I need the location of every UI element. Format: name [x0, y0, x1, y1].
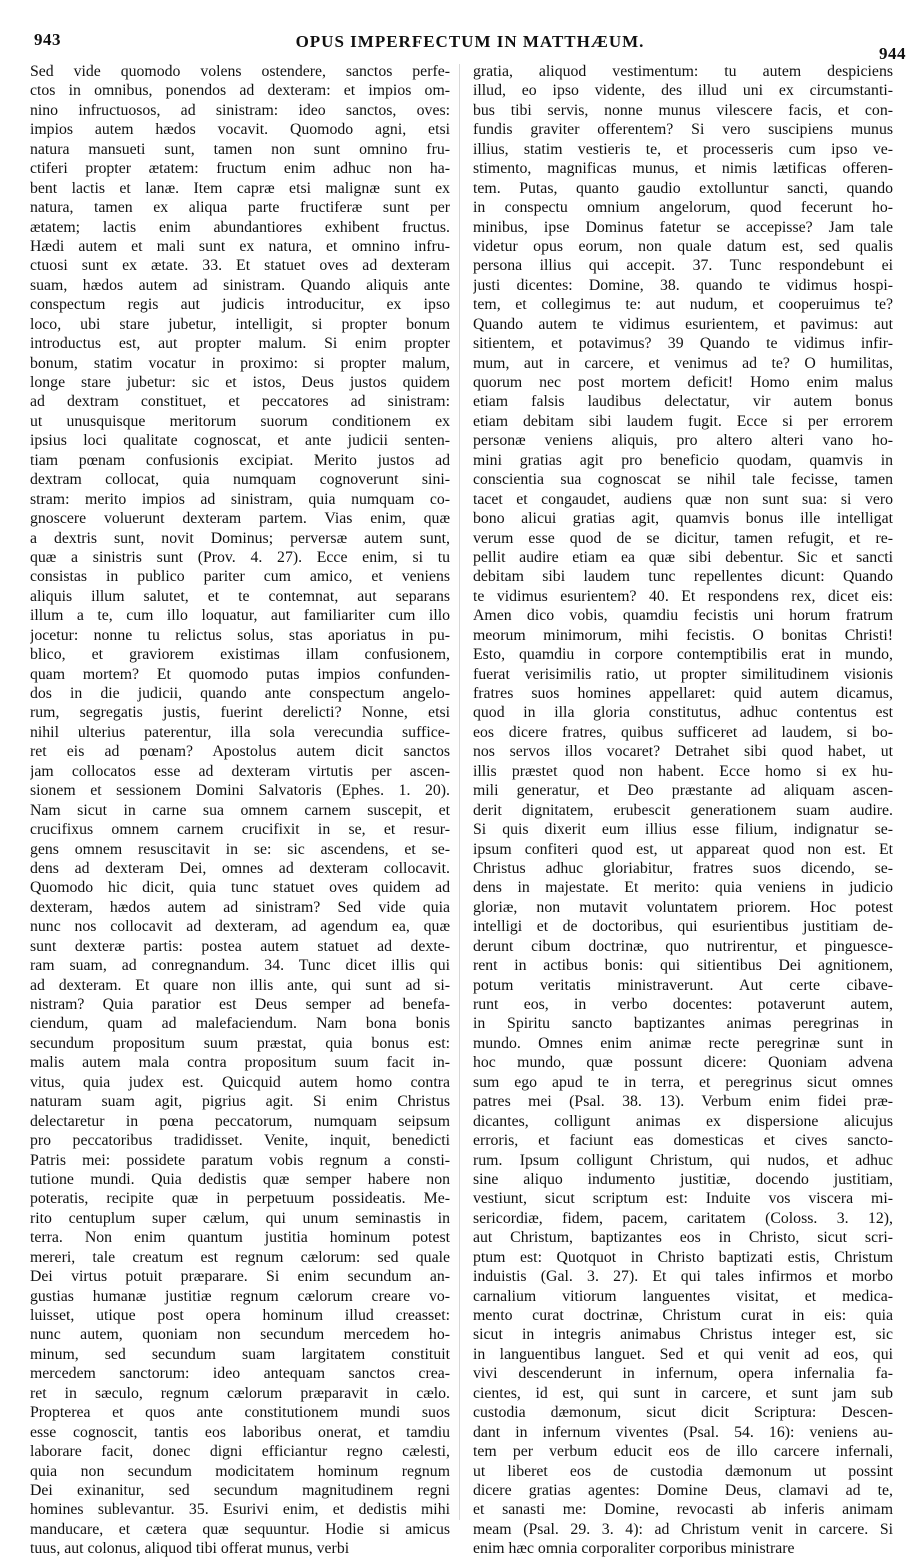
text-line: te vidimus esurientem? 40. Et respondens rex, dicet eis:	[473, 587, 893, 605]
text-line: illum a te, cum illo loquatur, aut familiariter cum illo	[30, 607, 450, 625]
text-line: laborare facit, donec digni efficiantur regno cælesti,	[30, 1443, 450, 1461]
text-line: suam, hædos autem ad sinistram. Quando aliquis ante	[30, 276, 450, 294]
text-line: fratres suos homines appellaret: quid autem dicamus,	[473, 685, 893, 702]
text-line: nos servos illos vocaret? Detrahet sibi quod habet, ut	[473, 743, 893, 761]
text-line: ptum est: Quotquot in Christo baptizati estis, Christum	[473, 1248, 893, 1266]
text-line: rent in actibus bonis: qui sitientibus Dei agnitionem,	[473, 957, 893, 975]
text-line: conspectum regis aut judicis introducitur, ex ipso	[30, 296, 450, 314]
text-line: a dextris sunt, novit Dominus; perversæ autem sunt,	[30, 529, 450, 547]
text-line: vestiunt, sicut scriptum est: Induite vos viscera mi-	[473, 1190, 893, 1208]
text-line: malis autem mala contra propositum suum facit in-	[30, 1054, 450, 1072]
text-line: ipsius loci qualitate cognoscat, et ante judicii senten-	[30, 432, 450, 450]
text-line: mereri, tale creatum est regnum cælorum: sed quale	[30, 1248, 450, 1266]
text-line: bent lactis et lanæ. Item capræ etsi malignæ sunt ex	[30, 179, 450, 197]
text-line: conscientia sua cognoscat se nihil tale fecisse, tamen	[473, 471, 893, 489]
text-line: etiam falsis laudibus delectatur, vir autem bonus	[473, 393, 893, 411]
text-line: dextram collocat, quia numquam cognoverunt sini-	[30, 471, 450, 489]
text-line: quæ a sinistris sunt (Prov. 4. 27). Ecce enim, si tu	[30, 548, 450, 566]
text-line: illius, statim vestieris te, et processeris cum ipso ve-	[473, 140, 893, 158]
text-line: vivi descenderunt in infernum, opera infernalia fa-	[473, 1365, 893, 1383]
text-line: fuerat verisimilis ratio, ut propter similitudinem visionis	[473, 665, 893, 683]
text-line: Si quis dixerit eum illius esse filium, indignatur se-	[473, 821, 893, 839]
text-line: tuus, aut colonus, aliquod tibi offerat munus, verbi	[30, 1540, 350, 1558]
text-line: mercedem sanctorum: ideo antequam sanctos crea-	[30, 1365, 450, 1383]
running-header	[34, 30, 906, 66]
text-line: mini gratias agit pro beneficio quodam, quamvis in	[473, 451, 893, 469]
text-line: ut unusquisque meritorum suorum conditionem ex	[30, 412, 450, 430]
text-line: Nam sicut in carne sua omnem carnem suscepit, et	[30, 801, 450, 819]
text-line: Christus adhuc gloriabitur, fratres suos dicendo, se-	[473, 859, 893, 877]
text-line: Patris mei: possidete paratum vobis regnum a consti-	[30, 1151, 450, 1169]
text-line: quod in illa gloria constitutus, adhuc contentus est	[473, 704, 893, 722]
text-line: tacet et congaudet, audiens quæ non sunt sua: si vero	[473, 490, 893, 508]
text-line: eos dicere fratres, quibus sufficeret ad laudem, si bo-	[473, 723, 893, 741]
right-text-column	[473, 62, 893, 1559]
text-line: Propterea et quos ante constitutionem mundi suos	[30, 1404, 450, 1422]
text-line: tem, et collegimus te: aut nudum, et cooperuimus te?	[473, 296, 893, 314]
text-line: Dei virtus potuit præparare. Si enim secundum an-	[30, 1268, 450, 1286]
text-line: et sanasti me: Domine, revocasti ab inferis animam	[473, 1501, 893, 1519]
text-line: gnoscere voluerunt dexteram partem. Vias enim, quæ	[30, 510, 450, 528]
text-line: delectaretur in pœna peccatorum, numquam seipsum	[30, 1112, 450, 1130]
text-line: crucifixus omnem carnem crucifixit in se, et resur-	[30, 821, 450, 839]
text-line: impios autem hædos vocavit. Quomodo agni, etsi	[30, 121, 450, 139]
text-line: naturam suam agit, pigrius agit. Si enim Christus	[30, 1093, 450, 1111]
text-line: videtur opus eorum, non quale datum est, sed qualis	[473, 237, 893, 255]
text-line: dant in infernum viventes (Psal. 54. 16): veniens au-	[473, 1423, 893, 1441]
text-line: natura, tamen ex aliqua parte fructiferæ sunt per	[30, 199, 450, 217]
text-line: quia non secundum modicitatem hominum regnum	[30, 1462, 450, 1480]
text-line: mundo. Omnes enim animæ recte peregrinæ sunt in	[473, 1034, 893, 1052]
text-line: Hædi autem et mali sunt ex natura, et omnino infru-	[30, 237, 450, 255]
text-line: pro peccatoribus tradidisset. Venite, inquit, benedicti	[30, 1132, 450, 1150]
text-line: secundum propositum suum præstat, quia bonus est:	[30, 1034, 450, 1052]
text-line: tem per verbum educit eos de illo carcere infernali,	[473, 1443, 893, 1461]
text-line: loco, ubi stare jubetur, intelligit, si propter bonum	[30, 315, 450, 333]
text-line: jam collocatos esse ad dexteram virtutis per ascen-	[30, 762, 450, 780]
text-line: fundis graviter offerentem? Si vero suscipiens munus	[473, 121, 893, 139]
text-line: dens ad dexteram Dei, omnes ad dexteram collocavit.	[30, 859, 450, 877]
text-line: dexteram, hædos autem ad sinistram? Sed vide quia	[30, 898, 450, 916]
text-line: custodia dæmonum, sicut dicit Scriptura: Descen-	[473, 1404, 893, 1422]
text-line: tiam pœnam confusionis excipiat. Merito justos ad	[30, 451, 450, 469]
text-line: stimento, magnificas munus, et nimis lætificas offeren-	[473, 160, 893, 178]
text-line: natura mansueti sunt, tamen non sunt omnino fru-	[30, 140, 450, 158]
column-divider	[459, 64, 460, 1520]
text-line: ctuosi sunt ex ætate. 33. Et statuet oves ad dexteram	[30, 257, 450, 275]
text-line: derit dignitatem, erubescit generationem suam audire.	[473, 801, 893, 819]
text-line: enim hæc omnia corporaliter corporibus ministrare	[473, 1540, 795, 1558]
text-line: homines sublevantur. 35. Esurivi enim, et dedistis mihi	[30, 1501, 450, 1519]
text-line: consistas in publico pariter cum amico, et veniens	[30, 568, 450, 586]
text-line: ut liberet eos de custodia dæmonum ut possint	[473, 1462, 893, 1480]
text-line: ctos in omnibus, ponendos ad dexteram: et impios om-	[30, 82, 450, 100]
page-number-left: 943	[34, 30, 61, 49]
text-line: Esto, quamdiu in corpore contemptibilis erat in mundo,	[473, 646, 893, 664]
text-line: aut Christum, baptizantes eos in Christo, sicut scri-	[473, 1229, 893, 1247]
text-line: ciendum, quam ad malefaciendum. Nam bona bonis	[30, 1015, 450, 1033]
text-line: sicut in integris animabus Christus integer est, sic	[473, 1326, 893, 1344]
left-text-column	[30, 62, 450, 1559]
text-line: dos in die judicii, quando ante conspectum angelo-	[30, 685, 450, 702]
text-line: rum, segregatis justis, fuerint derelicti? Nonne, etsi	[30, 704, 450, 722]
text-line: bonum, statim vocatur in proximo: si propter malum,	[30, 354, 450, 372]
text-line: potum veritatis ministraverunt. Aut certe cibave-	[473, 976, 893, 994]
text-line: minibus, ipse Dominus fatetur se accepisse? Jam tale	[473, 218, 893, 236]
text-line: longe stare jubetur: sic et istos, Deus justos quidem	[30, 374, 450, 391]
text-line: cientes, id est, qui sunt in carcere, et sunt jam sub	[473, 1384, 893, 1402]
text-line: blico, et graviorem existimas illam confusionem,	[30, 646, 450, 664]
text-line: ipsum confiteri quod est, ut appareat quod non est. Et	[473, 840, 893, 858]
text-line: sine aliquo indumento justitiæ, docendo justitiam,	[473, 1170, 893, 1188]
text-line: gustias humanæ justitiæ regnum cælorum creare vo-	[30, 1287, 450, 1305]
text-line: Dei exinanitur, sed secundum magnitudinem regni	[30, 1481, 450, 1499]
text-line: sum ego apud te in terra, et peregrinus sicut omnes	[473, 1073, 893, 1091]
text-line: manducare, et cætera quæ sequuntur. Hodie si amicus	[30, 1520, 450, 1538]
text-line: tutione mundi. Quia dedistis quæ semper habere non	[30, 1170, 450, 1188]
text-line: mili generatur, et Deo præstante ad aliquam ascen-	[473, 782, 893, 800]
text-line: pellit audire etiam ea quæ sibi debentur. Sic et sancti	[473, 548, 893, 566]
text-line: ram suam, ad conregnandum. 34. Tunc dicet illis qui	[30, 957, 450, 975]
text-line: meorum minimorum, mihi fecistis. O bonitas Christi!	[473, 626, 893, 644]
text-line: nunc autem, quoniam non secundum mercedem ho-	[30, 1326, 450, 1344]
text-line: sionem et sessionem Domini Salvatoris (Ephes. 1. 20).	[30, 782, 450, 800]
text-line: mento curat doctrinæ, Christum curat in eis: quia	[473, 1307, 893, 1324]
text-line: runt eos, in verbo docentes: potaverunt autem,	[473, 996, 893, 1013]
text-line: carnalium vitiorum languentes visitat, et medica-	[473, 1287, 893, 1305]
text-line: illud, eo ipso vidente, des illud uni ex circumstanti-	[473, 82, 893, 100]
text-line: etiam debitam sibi laudem fugit. Ecce si per errorem	[473, 412, 893, 430]
text-line: gloriæ, non mutavit voluntatem priorem. Hoc potest	[473, 898, 893, 916]
text-line: terra. Non enim quantum justitia hominum potest	[30, 1229, 450, 1247]
text-line: tem. Putas, quanto gaudio extolluntur sancti, quando	[473, 179, 893, 197]
text-line: Sed vide quomodo volens ostendere, sanctos perfe-	[30, 63, 450, 80]
text-line: sitientem, et potavimus? 39 Quando te vidimus infir-	[473, 335, 893, 353]
text-line: jocetur: nonne tu relictus solus, stas aporiatus in pu-	[30, 626, 450, 644]
text-line: rum. Ipsum colligunt Christum, qui nudos, et adhuc	[473, 1151, 893, 1169]
text-line: gratia, aliquod vestimentum: tu autem despiciens	[473, 63, 893, 80]
text-line: ætatem; lactis enim abundantiores exhibent fructus.	[30, 218, 450, 236]
text-line: bono alicui gratias agit, quamvis bonus ille intelligat	[473, 510, 893, 528]
text-line: luisset, utique post opera hominum illud creasset:	[30, 1307, 450, 1324]
text-line: dens in majestate. Et merito: quia veniens in judicio	[473, 879, 893, 897]
text-line: ctiferi propter ætatem: fructum enim adhuc non ha-	[30, 160, 450, 178]
text-line: nihil ulterius paterentur, illa sola verecundia suffice-	[30, 723, 450, 741]
text-line: hoc mundo, quæ possunt dicere: Quoniam advena	[473, 1054, 893, 1072]
text-line: justi dicentes: Domine, 38. quando te vidimus hospi-	[473, 276, 893, 294]
text-line: quam mortem? Et quomodo putas impios confunden-	[30, 665, 450, 683]
text-line: mum, aut in carcere, et venimus ad te? O humilitas,	[473, 354, 893, 372]
text-line: intelligi et de doctoribus, qui esurientibus justitiam de-	[473, 918, 893, 936]
text-line: ad dextram constituet, et peccatores ad sinistram:	[30, 393, 450, 411]
text-line: persona illius qui accepit. 37. Tunc respondebunt ei	[473, 257, 893, 275]
text-line: bus tibi servis, nonne munus vilescere facis, et con-	[473, 101, 893, 119]
text-line: esse cognoscit, tantis eos laboribus onerat, et tamdiu	[30, 1423, 450, 1441]
text-line: sunt dexteræ partis: postea autem statuet ad dexte-	[30, 937, 450, 955]
text-line: nunc nos collocavit ad dexteram, ad agendum ea, quæ	[30, 918, 450, 936]
text-line: erroris, et faciunt eas domesticas et cives sancto-	[473, 1132, 893, 1150]
running-title: OPUS IMPERFECTUM IN MATTHÆUM.	[295, 32, 645, 51]
text-line: patres mei (Psal. 38. 13). Verbum enim fidei præ-	[473, 1093, 893, 1111]
text-line: Amen dico vobis, quamdiu fecistis uni horum fratrum	[473, 607, 893, 625]
text-line: ad dexteram. Et quare non illis ante, qui sunt ad si-	[30, 976, 450, 994]
text-line: quorum nec post mortem deficit! Homo enim malus	[473, 374, 893, 391]
text-line: dicantes, colligunt animas ex dispersione alicujus	[473, 1112, 893, 1130]
text-line: nino infructuosos, ad sinistram: ideo sanctos, oves:	[30, 101, 450, 119]
text-line: derunt cibum doctrinæ, quo nutrirentur, et pinguesce-	[473, 937, 893, 955]
text-line: debitam sibi laudem tunc repellentes dicunt: Quando	[473, 568, 893, 586]
text-line: in conspectu omnium angelorum, quod fecerunt ho-	[473, 199, 893, 217]
text-line: ret eis ad pœnam? Apostolus autem dicit sanctos	[30, 743, 450, 761]
text-line: sericordiæ, fidem, pacem, caritatem (Coloss. 3. 12),	[473, 1209, 893, 1227]
text-line: aliquis illum salutet, et te contemnat, aut separans	[30, 587, 450, 605]
text-line: in Spiritu sancto baptizantes animas peregrinas in	[473, 1015, 893, 1033]
text-line: meam (Psal. 29. 3. 4): ad Christum venit in carcere. Si	[473, 1520, 893, 1538]
text-line: in languentibus languet. Sed et qui venit ad eos, qui	[473, 1345, 893, 1363]
text-line: poteratis, recipite quæ in perpetuum possideatis. Me-	[30, 1190, 450, 1208]
text-line: introductus est, aut propter malum. Si enim propter	[30, 335, 450, 353]
text-line: illis præstet quod non habent. Ecce homo si ex hu-	[473, 762, 893, 780]
text-line: Quando autem te vidimus esurientem, et pavimus: aut	[473, 315, 893, 333]
text-line: stram: merito impios ad sinistram, quia numquam co-	[30, 490, 450, 508]
text-line: verum esse quod de se dicitur, tamen refugit, et re-	[473, 529, 893, 547]
text-line: personæ veniens aliquis, pro altero alteri vano ho-	[473, 432, 893, 450]
text-line: gens omnem resuscitavit in se: sic ascendens, et se-	[30, 840, 450, 858]
page-number-right: 944	[879, 44, 906, 63]
text-line: dicere gratias agentes: Domine Deus, clamavi ad te,	[473, 1481, 893, 1499]
text-line: Quomodo hic dicit, quia tunc statuet oves quidem ad	[30, 879, 450, 897]
text-line: induistis (Gal. 3. 27). Et qui tales infirmos et morbo	[473, 1268, 893, 1286]
text-line: vitus, quia judex est. Quicquid autem homo contra	[30, 1073, 450, 1091]
text-line: minum, sed secundum suam largitatem constituit	[30, 1345, 450, 1363]
text-line: ret in sæculo, regnum cælorum præparavit in cælo.	[30, 1384, 450, 1402]
text-line: rito centuplum super cælum, qui unum seminastis in	[30, 1209, 450, 1227]
text-line: nistram? Quia paratior est Deus semper ad benefa-	[30, 996, 450, 1013]
